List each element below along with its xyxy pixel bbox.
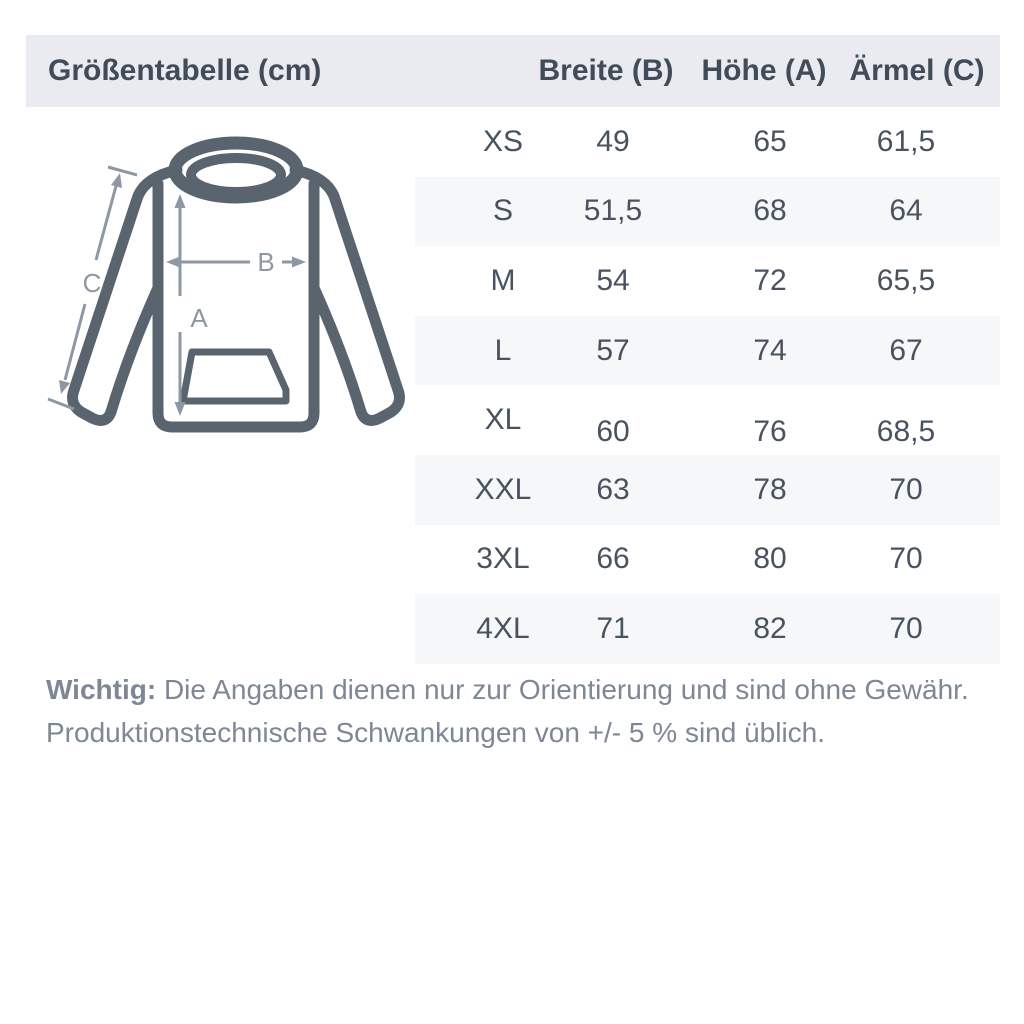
size-table-body — [415, 107, 1000, 664]
hood-inner-ring — [191, 158, 281, 192]
height-cell: 78 — [753, 472, 787, 506]
width-cell: 51,5 — [583, 194, 643, 228]
height-cell: 80 — [753, 542, 787, 576]
sleeve-cell: 70 — [889, 542, 923, 576]
size-cell: XL — [484, 403, 522, 437]
width-cell: 57 — [596, 333, 630, 367]
width-cell: 60 — [596, 415, 630, 449]
disclaimer-line2: Produktionstechnische Schwankungen von +/- 5 % sind üblich. — [46, 717, 826, 748]
column-header-hoehe: Höhe (A) — [701, 54, 827, 87]
width-cell: 71 — [596, 611, 630, 645]
size-cell: 3XL — [476, 542, 530, 576]
width-cell: 49 — [596, 124, 630, 158]
size-cell: L — [494, 333, 512, 367]
hoodie-pocket — [183, 352, 286, 401]
table-row — [415, 455, 1000, 525]
size-cell: S — [492, 194, 513, 228]
sleeve-cell: 61,5 — [876, 124, 936, 158]
sleeve-cell: 65,5 — [876, 263, 936, 297]
page-title: Größentabelle (cm) — [48, 54, 322, 87]
sleeve-cell: 70 — [889, 472, 923, 506]
table-row — [415, 316, 1000, 386]
measure-c-tick — [108, 167, 137, 175]
column-header-breite: Breite (B) — [538, 54, 674, 87]
sleeve-cell: 64 — [889, 194, 923, 228]
disclaimer-bold: Wichtig: — [46, 674, 157, 705]
measure-c-label: C — [82, 268, 102, 298]
size-cell: 4XL — [476, 611, 530, 645]
hoodie-measurement-diagram — [40, 120, 420, 460]
size-cell: XXL — [474, 472, 532, 506]
disclaimer-note — [46, 668, 976, 754]
measure-b-label: B — [257, 247, 275, 277]
table-row — [415, 246, 1000, 316]
height-cell: 76 — [753, 415, 787, 449]
measure-c-line — [96, 186, 116, 260]
arrow-up-right-icon — [111, 173, 122, 188]
table-row — [415, 525, 1000, 595]
hoodie-icon — [40, 120, 420, 460]
disclaimer-line1: Die Angaben dienen nur zur Orientierung und sind ohne Gewähr. — [163, 674, 969, 705]
measure-a-label: A — [190, 303, 208, 333]
width-cell: 66 — [596, 542, 630, 576]
sleeve-cell: 67 — [889, 333, 923, 367]
sleeve-cell: 68,5 — [876, 415, 936, 449]
table-row — [415, 594, 1000, 664]
height-cell: 72 — [753, 263, 787, 297]
height-cell: 82 — [753, 611, 787, 645]
table-header — [26, 35, 1000, 107]
width-cell: 63 — [596, 472, 630, 506]
width-cell: 54 — [596, 263, 630, 297]
size-cell: M — [490, 263, 516, 297]
arrow-up-icon — [175, 194, 186, 208]
height-cell: 68 — [753, 194, 787, 228]
table-row — [415, 177, 1000, 247]
arrow-left-icon — [166, 257, 180, 268]
arrow-right-icon — [292, 257, 306, 268]
arrow-down-icon — [175, 402, 186, 416]
sleeve-cell: 70 — [889, 611, 923, 645]
height-cell: 74 — [753, 333, 787, 367]
height-cell: 65 — [753, 124, 787, 158]
size-cell: XS — [482, 124, 524, 158]
table-row — [415, 385, 1000, 455]
table-row — [415, 107, 1000, 177]
column-header-aermel: Ärmel (C) — [849, 54, 985, 87]
